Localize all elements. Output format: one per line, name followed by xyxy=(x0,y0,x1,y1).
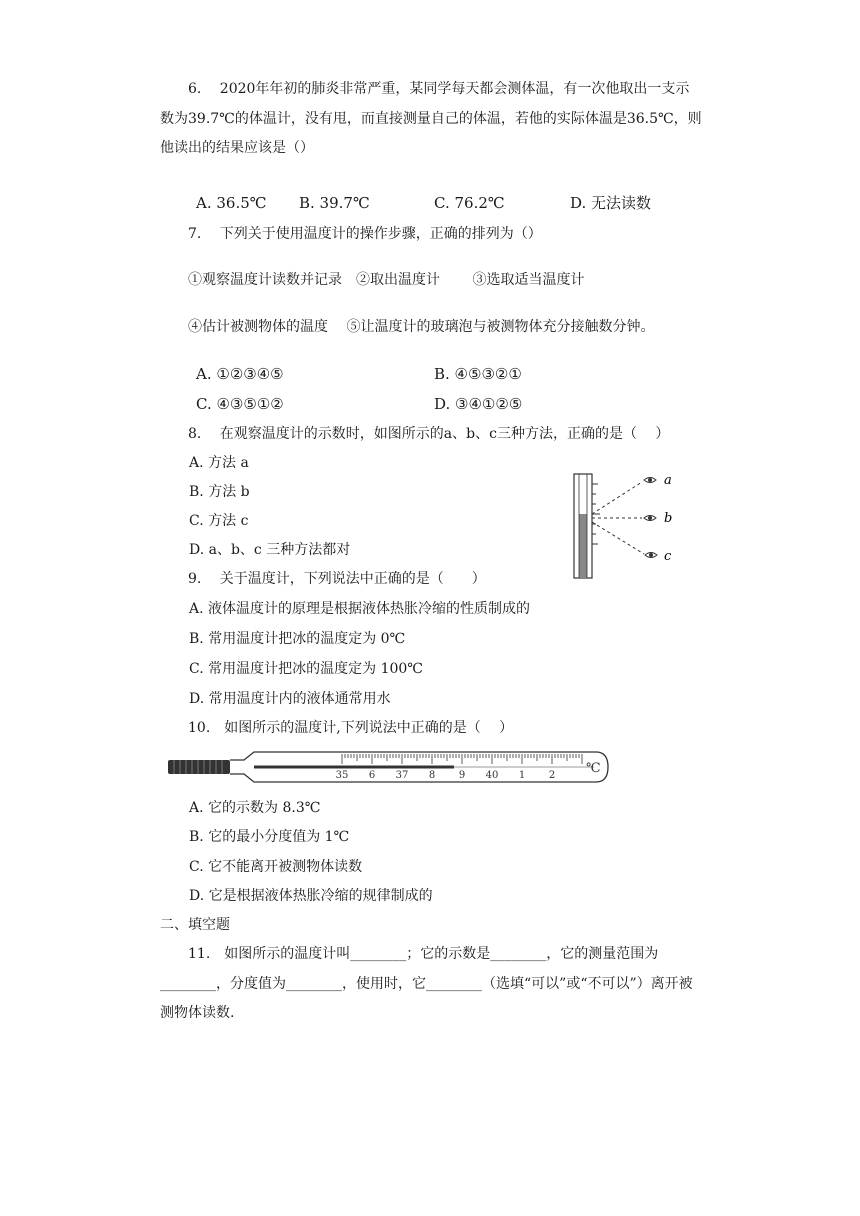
q7-steps-line1: ①观察温度计读数并记录 ②取出温度计 ③选取适当温度计 xyxy=(188,272,585,288)
eye-icon-b xyxy=(644,516,656,521)
q10-option-c: C. 它不能离开被测物体读数 xyxy=(189,859,363,875)
sightline-c xyxy=(592,522,644,554)
q11-line3: 测物体读数. xyxy=(160,1005,235,1021)
q9-option-d: D. 常用温度计内的液体通常用水 xyxy=(189,691,391,707)
scale-label: 6 xyxy=(368,770,376,781)
scale-label: 37 xyxy=(395,770,409,781)
scale-label: 9 xyxy=(458,770,466,781)
scale-label: 8 xyxy=(428,770,436,781)
q7-option-a: A. ①②③④⑤ xyxy=(196,365,284,383)
thermometer-bulb xyxy=(168,760,230,774)
q9-option-a: A. 液体温度计的原理是根据液体热胀冷缩的性质制成的 xyxy=(189,601,531,617)
eye-label-a: a xyxy=(664,473,672,488)
q9-option-c: C. 常用温度计把冰的温度定为 100℃ xyxy=(189,661,423,677)
q10-option-b: B. 它的最小分度值为 1℃ xyxy=(189,829,350,845)
eye-label-b: b xyxy=(664,511,673,526)
q6-option-c: C. 76.2℃ xyxy=(434,194,505,212)
scale-label: 40 xyxy=(485,770,499,781)
q8-option-b: B. 方法 b xyxy=(189,484,250,500)
q7-option-c: C. ④③⑤①② xyxy=(196,395,284,413)
q6-option-b: B. 39.7℃ xyxy=(299,194,370,212)
q7-option-b: B. ④⑤③②① xyxy=(434,365,522,383)
q8-option-a: A. 方法 a xyxy=(189,455,249,471)
eye-icon-a xyxy=(644,478,656,483)
q8-option-c: C. 方法 c xyxy=(189,513,249,529)
thermometer-unit: ℃ xyxy=(586,761,601,776)
eye-icon-c xyxy=(645,553,657,558)
q6-option-d: D. 无法读数 xyxy=(570,194,652,212)
q6-line3: 他读出的结果应该是（） xyxy=(160,140,314,156)
eye-label-c: c xyxy=(664,549,672,564)
q8-thermometer-figure xyxy=(566,470,690,582)
q8-option-d: D. a、b、c 三种方法都对 xyxy=(189,542,351,558)
thermometer-liquid-column xyxy=(579,514,587,578)
q7-stem: 7. 下列关于使用温度计的操作步骤，正确的排列为（） xyxy=(188,226,542,242)
q6-option-a: A. 36.5℃ xyxy=(196,194,267,212)
scale-label: 1 xyxy=(518,770,526,781)
q10-option-a: A. 它的示数为 8.3℃ xyxy=(189,800,321,816)
q11-line1: 11. 如图所示的温度计叫________；它的示数是________，它的测量范围为 xyxy=(188,946,659,962)
q10-stem: 10. 如图所示的温度计,下列说法中正确的是（ ） xyxy=(188,720,514,736)
q10-thermometer-figure xyxy=(164,748,612,786)
q7-steps-line2: ④估计被测物体的温度 ⑤让温度计的玻璃泡与被测物体充分接触数分钟。 xyxy=(188,319,655,335)
scale-label: 35 xyxy=(335,770,349,781)
q6-line2: 数为39.7℃的体温计，没有甩，而直接测量自己的体温，若他的实际体温是36.5℃，则 xyxy=(160,111,702,127)
q6-line1: 6. 2020年年初的肺炎非常严重，某同学每天都会测体温，有一次他取出一支示 xyxy=(188,81,690,97)
q9-stem: 9. 关于温度计，下列说法中正确的是（ ） xyxy=(188,571,486,587)
scale-label: 2 xyxy=(548,770,556,781)
q10-option-d: D. 它是根据液体热胀冷缩的规律制成的 xyxy=(189,888,433,904)
q7-option-d: D. ③④①②⑤ xyxy=(434,395,523,413)
q11-line2: ________，分度值为________，使用时，它________（选填“可以”或“不可以”）离开被 xyxy=(160,976,693,992)
q9-option-b: B. 常用温度计把冰的温度定为 0℃ xyxy=(189,631,406,647)
q8-stem: 8. 在观察温度计的示数时，如图所示的a、b、c三种方法，正确的是（ ） xyxy=(188,426,670,442)
section-heading: 二、填空题 xyxy=(160,917,230,933)
sightline-a xyxy=(592,482,642,514)
